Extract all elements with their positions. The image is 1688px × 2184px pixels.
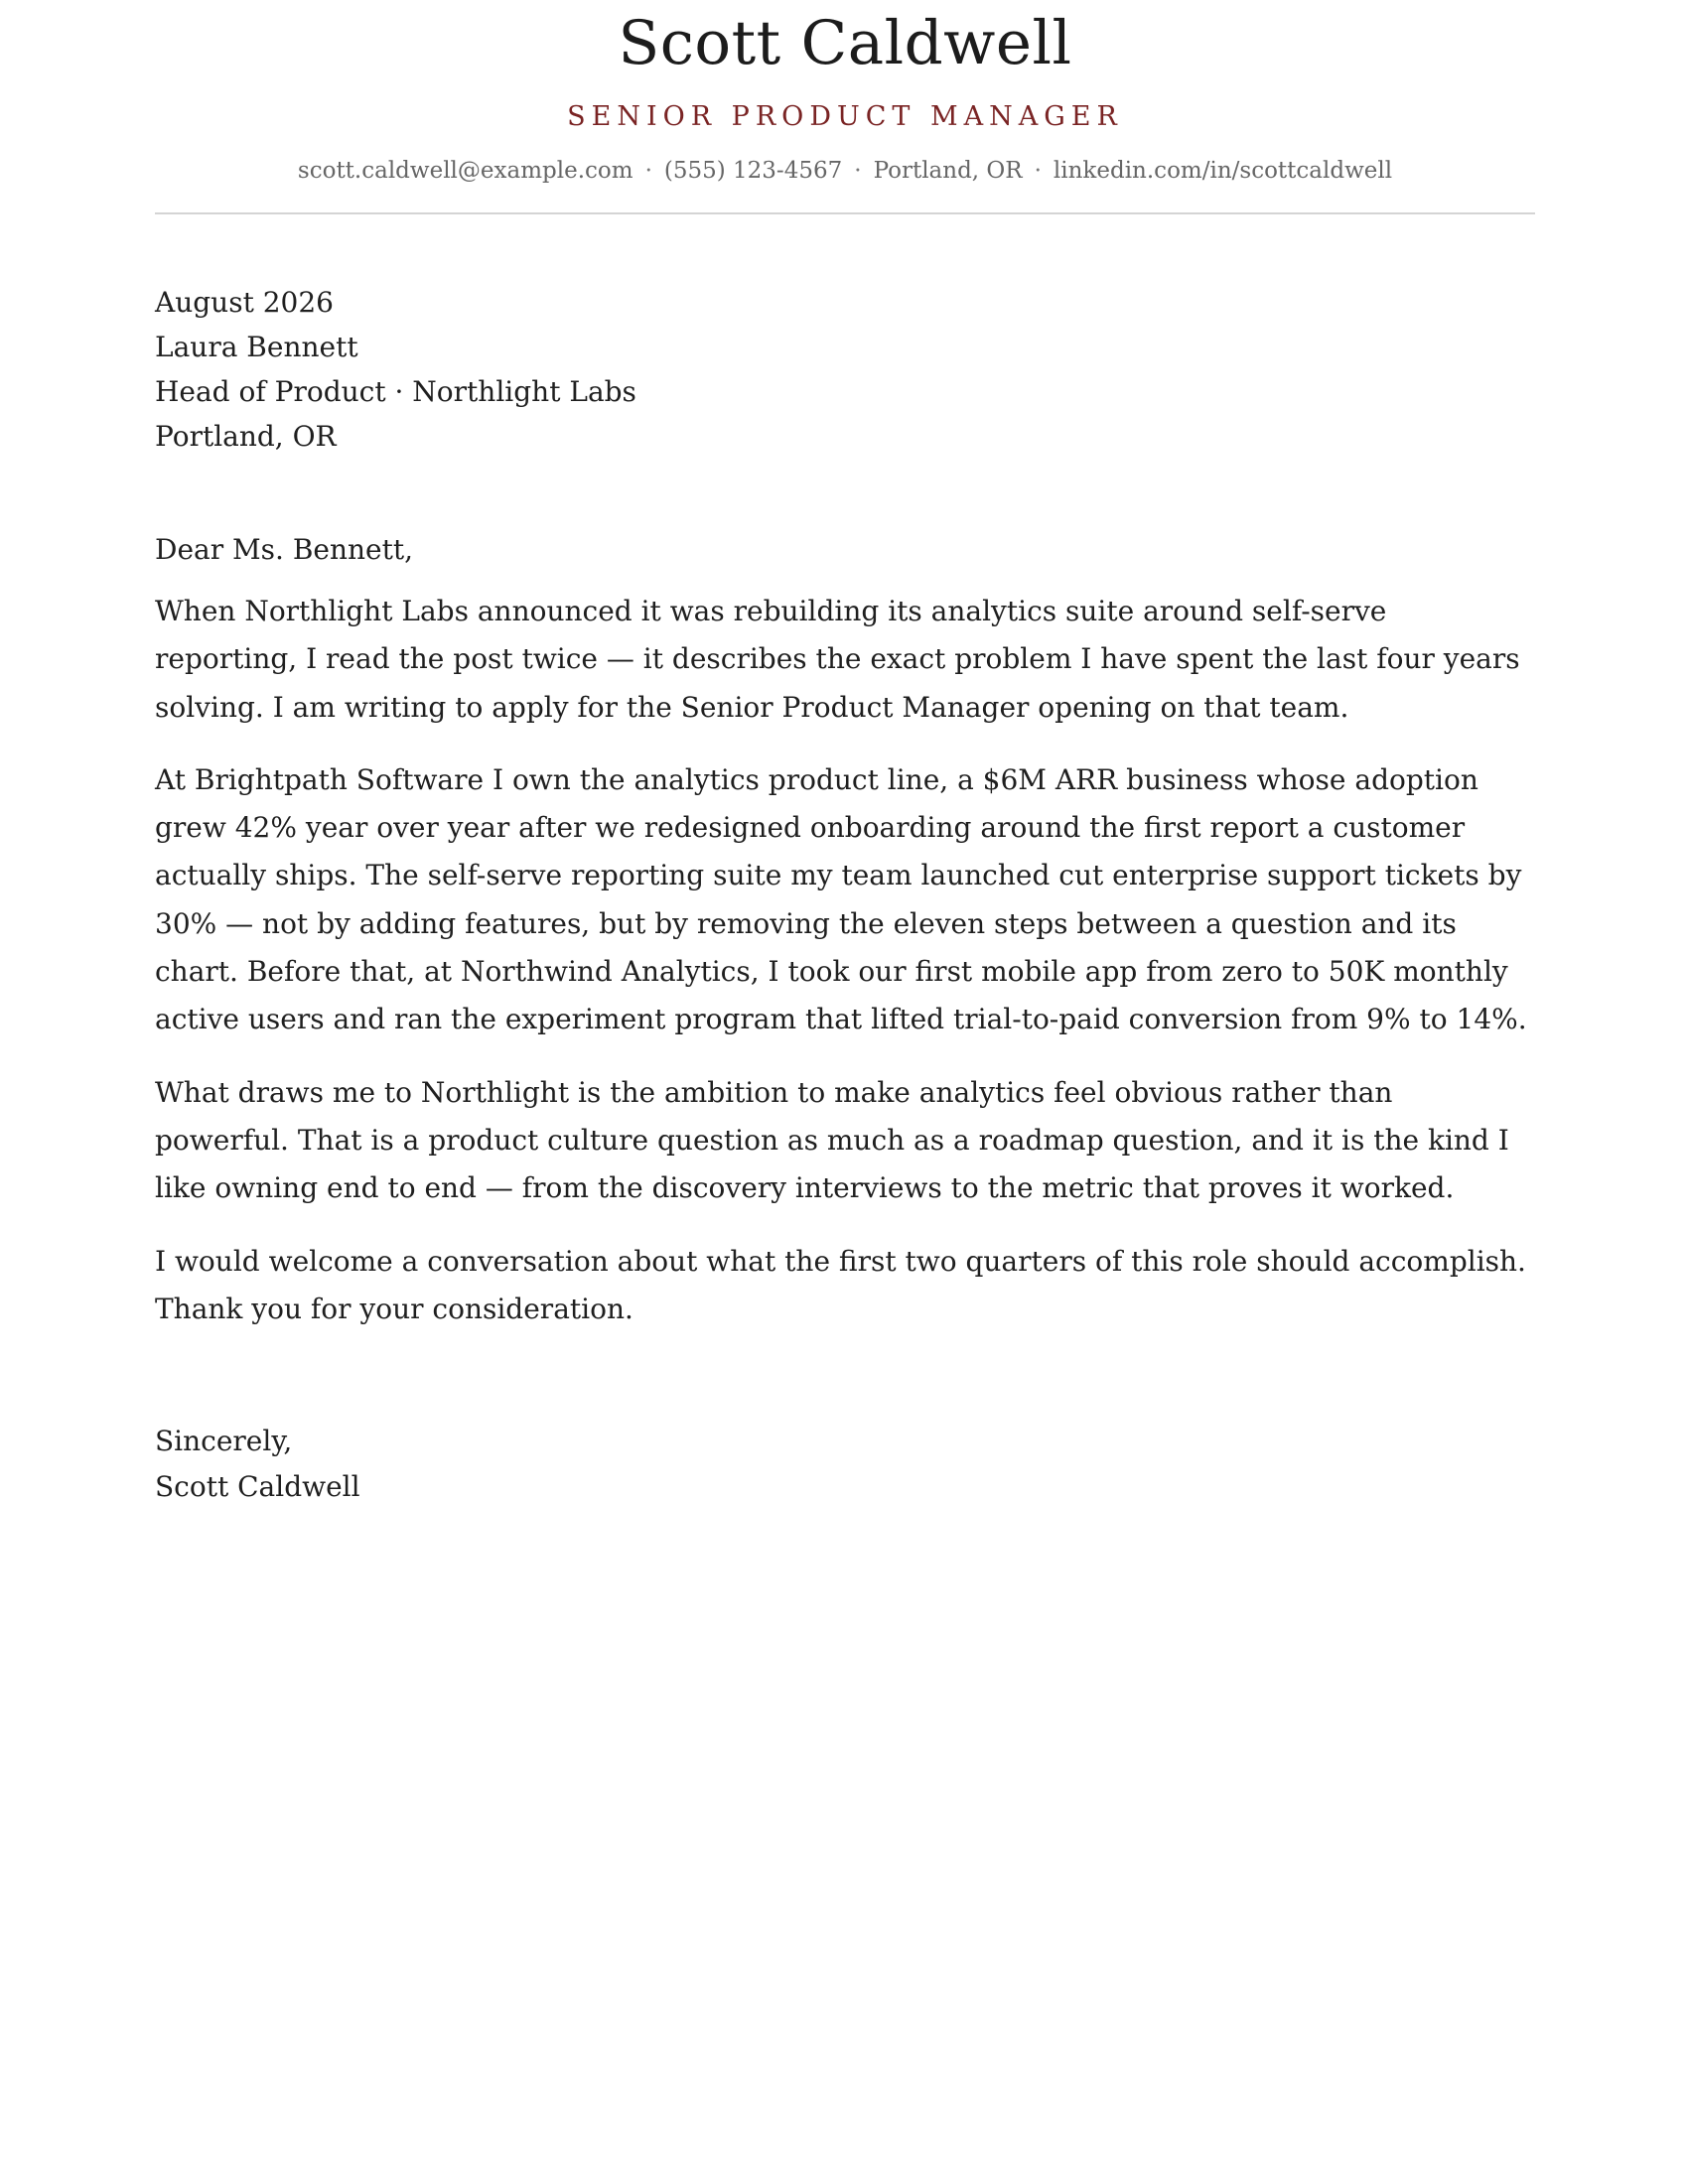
- applicant-name: Scott Caldwell: [618, 8, 1072, 78]
- letter-date: August 2026: [155, 286, 334, 319]
- contact-separator: ·: [854, 158, 862, 184]
- recipient-block: [155, 280, 1535, 459]
- closing-block: [155, 1419, 1535, 1510]
- contact-separator: ·: [644, 158, 652, 184]
- recipient-role-company: Head of Product · Northlight Labs: [155, 375, 636, 408]
- body-paragraph: What draws me to Northlight is the ambition to make analytics feel obvious rather than powerful. That is a product culture question as much as a roadmap question, and it is the kind I like owning end to end — from the discovery interviews to the metric that proves it worked.: [155, 1075, 1509, 1205]
- body-paragraph: At Brightpath Software I own the analytics product line, a $6M ARR business whose adoption grew 42% year over year after we redesigned onboarding around the first report a customer actually ships. The self-serve reporting suite my team launched cut enterprise support tickets by 30% — not by adding features, but by removing the eleven steps between a question and its chart. Before that, at Northwind Analytics, I took our first mobile app from zero to 50K monthly active users and ran the experiment program that lifted trial-to-paid conversion from 9% to 14%.: [155, 762, 1527, 1036]
- contact-email: scott.caldwell@example.com: [297, 158, 633, 184]
- header-divider: [155, 212, 1535, 214]
- body-paragraph: When Northlight Labs announced it was rebuilding its analytics suite around self-serve reporting, I read the post twice — it describes the exact problem I have spent the last four years solving. I am writing to apply for the Senior Product Manager opening on that team.: [155, 595, 1520, 724]
- applicant-title: SENIOR PRODUCT MANAGER: [567, 101, 1123, 132]
- letter-body: [155, 588, 1535, 1333]
- contact-line: [155, 155, 1535, 187]
- signature: Scott Caldwell: [155, 1470, 360, 1504]
- contact-separator: ·: [1034, 158, 1042, 184]
- cover-letter-page: [155, 0, 1535, 1510]
- contact-linkedin: linkedin.com/in/scottcaldwell: [1053, 158, 1393, 184]
- closing-phrase: Sincerely,: [155, 1425, 293, 1458]
- contact-phone: (555) 123-4567: [663, 158, 843, 184]
- recipient-name: Laura Bennett: [155, 331, 358, 363]
- recipient-location: Portland, OR: [155, 420, 337, 453]
- body-paragraph: I would welcome a conversation about what the first two quarters of this role should accomplish. Thank you for your consideration.: [155, 1244, 1526, 1325]
- contact-location: Portland, OR: [873, 158, 1023, 184]
- salutation: Dear Ms. Bennett,: [155, 533, 414, 566]
- letterhead: [155, 0, 1535, 187]
